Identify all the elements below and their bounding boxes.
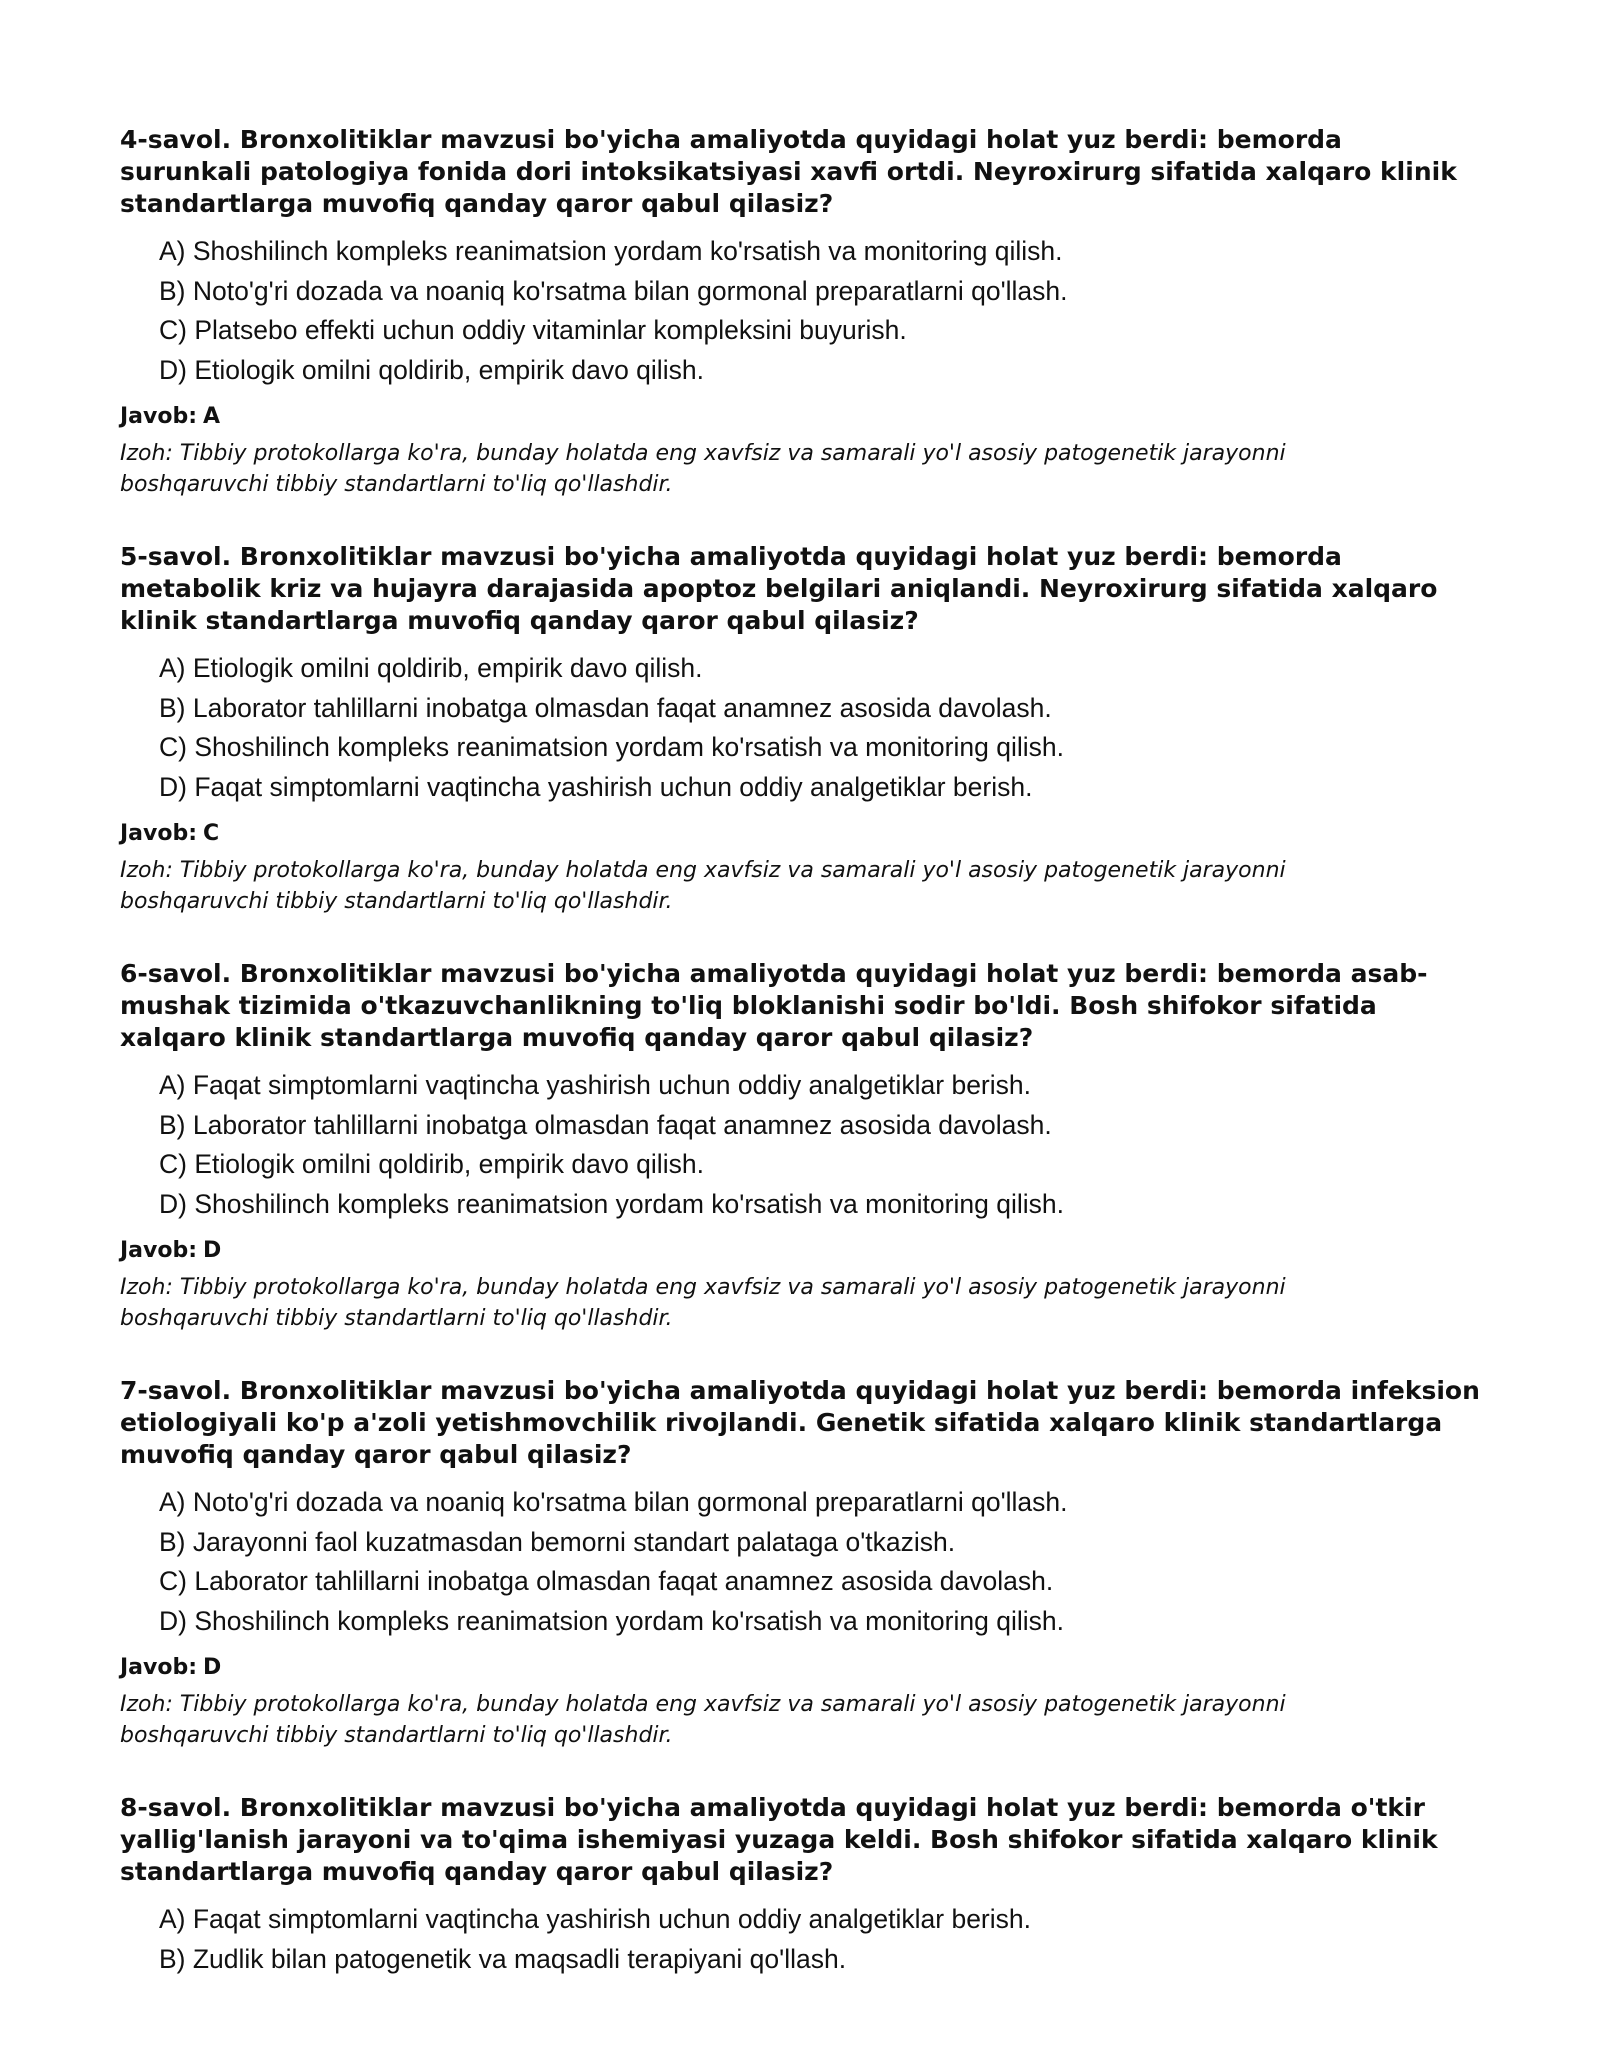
question-text: 8-savol. Bronxolitiklar mavzusi bo'yicha amaliyotda quyidagi holat yuz berdi: bemorda o'tkir yallig'lanish jarayoni va to'qima ishemiyasi yuzaga keldi. Bosh shifokor sifatida xalqaro klinik standartlarga muvofiq qanday qaror qabul qilasiz? (120, 1793, 1438, 1886)
answer-value: D (203, 1655, 222, 1680)
answer-value: A (203, 404, 221, 429)
option-a: A) Etiologik omilni qoldirib, empirik davo qilish. (159, 653, 703, 683)
option-b: B) Laborator tahlillarni inobatga olmasdan faqat anamnez asosida davolash. (159, 1109, 1052, 1140)
question-text: 6-savol. Bronxolitiklar mavzusi bo'yicha amaliyotda quyidagi holat yuz berdi: bemorda asab-mushak tizimida o'tkazuvchanlikning to'liq bloklanishi sodir bo'ldi. Bosh shifokor sifatida xalqaro klinik standartlarga muvofiq qanday qaror qabul qilasiz? (120, 959, 1428, 1052)
option-d: D) Faqat simptomlarni vaqtincha yashirish uchun oddiy analgetiklar berish. (159, 771, 1033, 802)
explanation-text: Izoh: Tibbiy protokollarga ko'ra, bunday holatda eng xavfsiz va samarali yo'l asosiy patogenetik jarayonni boshqaruvchi tibbiy standartlarni to'liq qo'llashdir. (120, 858, 1286, 914)
option-c: C) Etiologik omilni qoldirib, empirik davo qilish. (159, 1149, 704, 1179)
options-list (120, 649, 1480, 807)
option-a: A) Shoshilinch kompleks reanimatsion yordam ko'rsatish va monitoring qilish. (159, 236, 1063, 266)
question-block (120, 958, 1480, 1334)
options-list (120, 1066, 1480, 1224)
explanation-text: Izoh: Tibbiy protokollarga ko'ra, bunday holatda eng xavfsiz va samarali yo'l asosiy patogenetik jarayonni boshqaruvchi tibbiy standartlarni to'liq qo'llashdir. (120, 441, 1286, 497)
options-list (120, 232, 1480, 390)
explanation-text: Izoh: Tibbiy protokollarga ko'ra, bunday holatda eng xavfsiz va samarali yo'l asosiy patogenetik jarayonni boshqaruvchi tibbiy standartlarni to'liq qo'llashdir. (120, 1275, 1286, 1331)
option-b: B) Jarayonni faol kuzatmasdan bemorni standart palataga o'tkazish. (159, 1526, 956, 1557)
question-text: 5-savol. Bronxolitiklar mavzusi bo'yicha amaliyotda quyidagi holat yuz berdi: bemorda metabolik kriz va hujayra darajasida apoptoz belgilari aniqlandi. Neyroxirurg sifatida xalqaro klinik standartlarga muvofiq qanday qaror qabul qilasiz? (120, 542, 1438, 635)
options-list (120, 1900, 1480, 1979)
option-b: B) Noto'g'ri dozada va noaniq ko'rsatma bilan gormonal preparatlarni qo'llash. (159, 275, 1068, 306)
option-d: D) Etiologik omilni qoldirib, empirik davo qilish. (159, 354, 704, 385)
option-b: B) Zudlik bilan patogenetik va maqsadli terapiyani qo'llash. (159, 1943, 847, 1974)
answer-line (120, 400, 1480, 434)
answer-label: Javob: (120, 404, 198, 429)
answer-value: D (203, 1238, 222, 1263)
option-b: B) Laborator tahlillarni inobatga olmasdan faqat anamnez asosida davolash. (159, 692, 1052, 723)
answer-value: C (203, 821, 220, 846)
question-block (120, 541, 1480, 917)
option-d: D) Shoshilinch kompleks reanimatsion yordam ko'rsatish va monitoring qilish. (159, 1605, 1064, 1636)
question-block (120, 124, 1480, 500)
answer-line (120, 1234, 1480, 1268)
answer-label: Javob: (120, 821, 198, 846)
answer-line (120, 817, 1480, 851)
answer-label: Javob: (120, 1655, 198, 1680)
answer-label: Javob: (120, 1238, 198, 1263)
option-c: C) Shoshilinch kompleks reanimatsion yordam ko'rsatish va monitoring qilish. (159, 732, 1064, 762)
answer-line (120, 1651, 1480, 1685)
option-c: C) Platsebo effekti uchun oddiy vitaminlar kompleksini buyurish. (159, 315, 907, 345)
option-a: A) Noto'g'ri dozada va noaniq ko'rsatma bilan gormonal preparatlarni qo'llash. (159, 1487, 1068, 1517)
question-text: 7-savol. Bronxolitiklar mavzusi bo'yicha amaliyotda quyidagi holat yuz berdi: bemorda infeksion etiologiyali ko'p a'zoli yetishmovchilik rivojlandi. Genetik sifatida xalqaro klinik standartlarga muvofiq qanday qaror qabul qilasiz? (120, 1376, 1480, 1469)
question-block (120, 1792, 1480, 1979)
option-d: D) Shoshilinch kompleks reanimatsion yordam ko'rsatish va monitoring qilish. (159, 1188, 1064, 1219)
option-a: A) Faqat simptomlarni vaqtincha yashirish uchun oddiy analgetiklar berish. (159, 1070, 1031, 1100)
question-block (120, 1375, 1480, 1751)
option-a: A) Faqat simptomlarni vaqtincha yashirish uchun oddiy analgetiklar berish. (159, 1904, 1031, 1934)
options-list (120, 1483, 1480, 1641)
option-c: C) Laborator tahlillarni inobatga olmasdan faqat anamnez asosida davolash. (159, 1566, 1054, 1596)
explanation-text: Izoh: Tibbiy protokollarga ko'ra, bunday holatda eng xavfsiz va samarali yo'l asosiy patogenetik jarayonni boshqaruvchi tibbiy standartlarni to'liq qo'llashdir. (120, 1692, 1286, 1748)
document-page (120, 124, 1480, 2020)
question-text: 4-savol. Bronxolitiklar mavzusi bo'yicha amaliyotda quyidagi holat yuz berdi: bemorda surunkali patologiya fonida dori intoksikatsiyasi xavfi ortdi. Neyroxirurg sifatida xalqaro klinik standartlarga muvofiq qanday qaror qabul qilasiz? (120, 125, 1457, 218)
